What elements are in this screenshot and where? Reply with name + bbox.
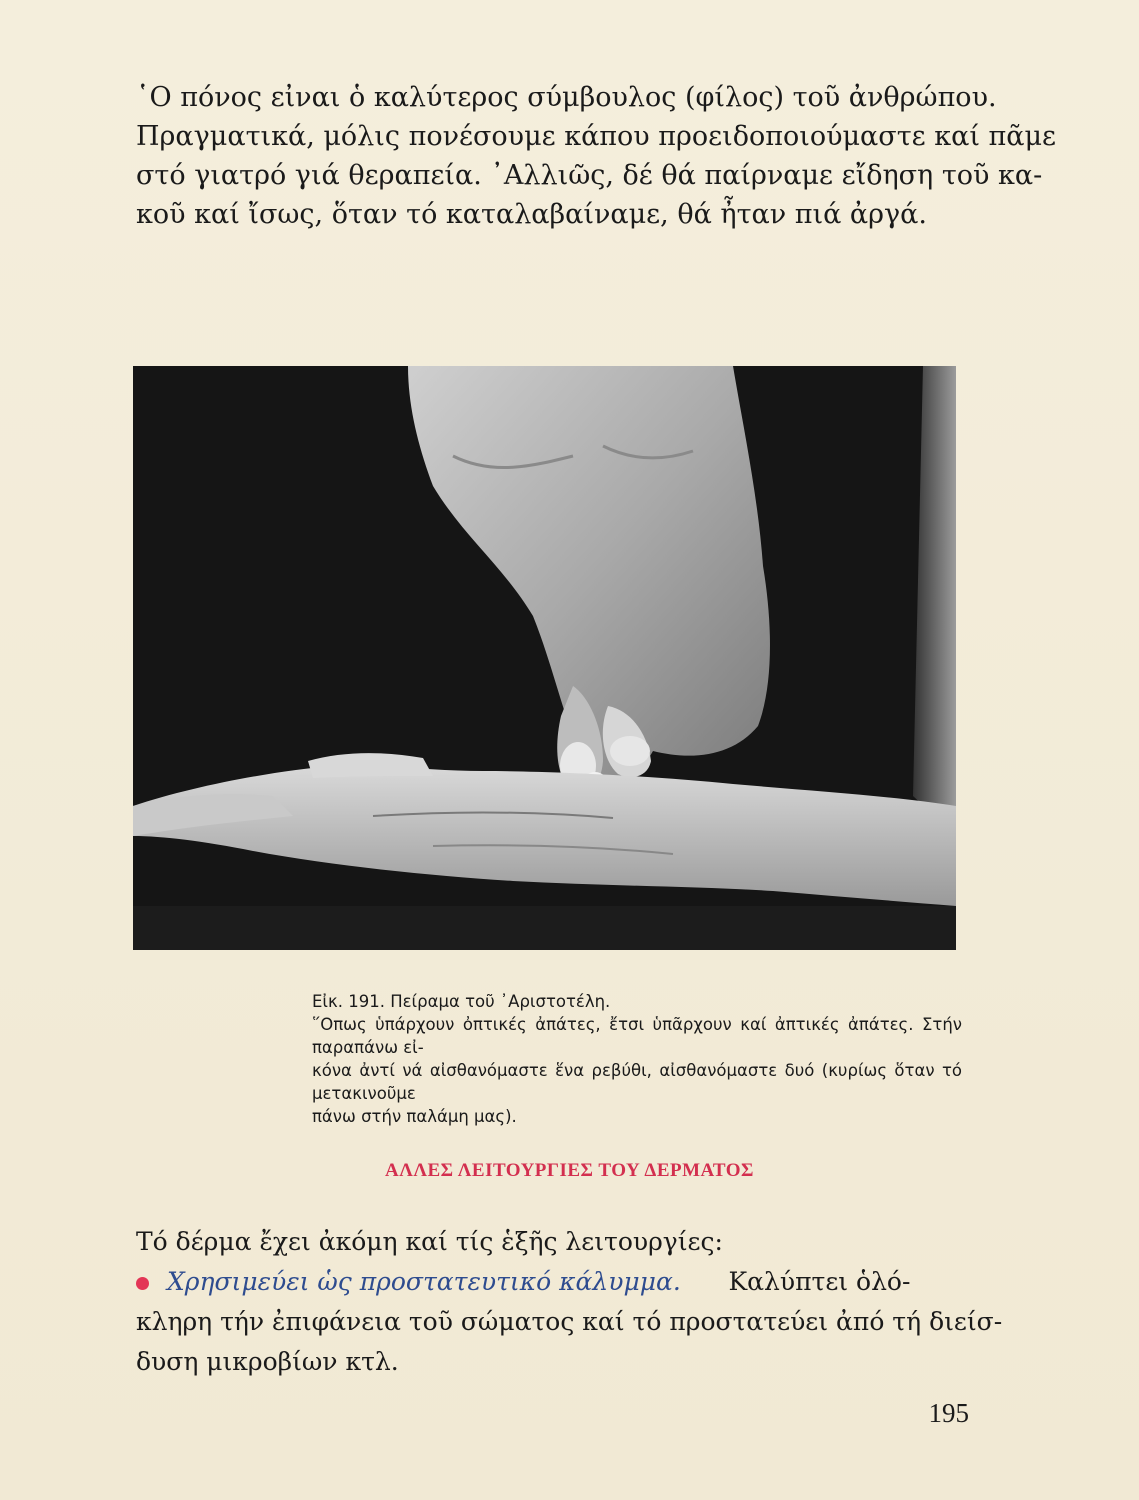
- top-paragraph-line: Πραγματικά, μόλις πονέσουμε κάπου προειδοποιούμαστε καί πᾶμε: [136, 121, 1057, 152]
- page-number: 195: [928, 1398, 969, 1428]
- bullet-dot-icon: [136, 1277, 149, 1290]
- top-paragraph: [136, 78, 1057, 234]
- caption-title: Εἰκ. 191. Πείραμα τοῦ ᾿Αριστοτέλη.: [312, 992, 611, 1011]
- hands-illustration: [133, 366, 956, 950]
- continuation-line: κληρη τήν ἐπιφάνεια τοῦ σώματος καί τό προστατεύει ἀπό τή διείσ-: [136, 1307, 1003, 1336]
- section-heading: ΑΛΛΕΣ ΛΕΙΤΟΥΡΓΙΕΣ ΤΟΥ ΔΕΡΜΑΤΟΣ: [385, 1160, 754, 1181]
- bullet-highlight: Χρησιμεύει ὡς προστατευτικό κάλυμμα.: [167, 1267, 681, 1296]
- intro-line: Τό δέρμα ἔχει ἀκόμη καί τίς ἑξῆς λειτουργίες:: [136, 1227, 723, 1256]
- bullet-text: Καλύπτει ὁλό-: [728, 1267, 911, 1296]
- top-paragraph-line: κοῦ καί ἴσως, ὅταν τό καταλαβαίναμε, θά ἦταν πιά ἀργά.: [136, 199, 927, 230]
- bottom-paragraph: [136, 1222, 1003, 1382]
- figure-caption: [312, 990, 962, 1128]
- continuation-line: δυση μικροβίων κτλ.: [136, 1347, 399, 1376]
- caption-line: πάνω στήν παλάμη μας).: [312, 1107, 517, 1126]
- figure-photo-hands: [133, 366, 956, 950]
- caption-line: κόνα ἀντί νά αἰσθανόμαστε ἕνα ρεβύθι, αἰσθανόμαστε δυό (κυρίως ὅταν τό μετακινοῦμε: [312, 1061, 962, 1103]
- top-paragraph-line: στό γιατρό γιά θεραπεία. ᾿Αλλιῶς, δέ θά παίρναμε εἴδηση τοῦ κα-: [136, 160, 1043, 191]
- top-paragraph-line: ῾Ο πόνος εἰναι ὁ καλύτερος σύμβουλος (φίλος) τοῦ ἀνθρώπου.: [136, 82, 997, 113]
- caption-line: ῞Οπως ὑπάρχουν ὀπτικές ἀπάτες, ἔτσι ὑπᾶρχουν καί ἀπτικές ἀπάτες. Στήν παραπάνω εἰ-: [312, 1015, 962, 1057]
- bullet-line: [136, 1262, 968, 1302]
